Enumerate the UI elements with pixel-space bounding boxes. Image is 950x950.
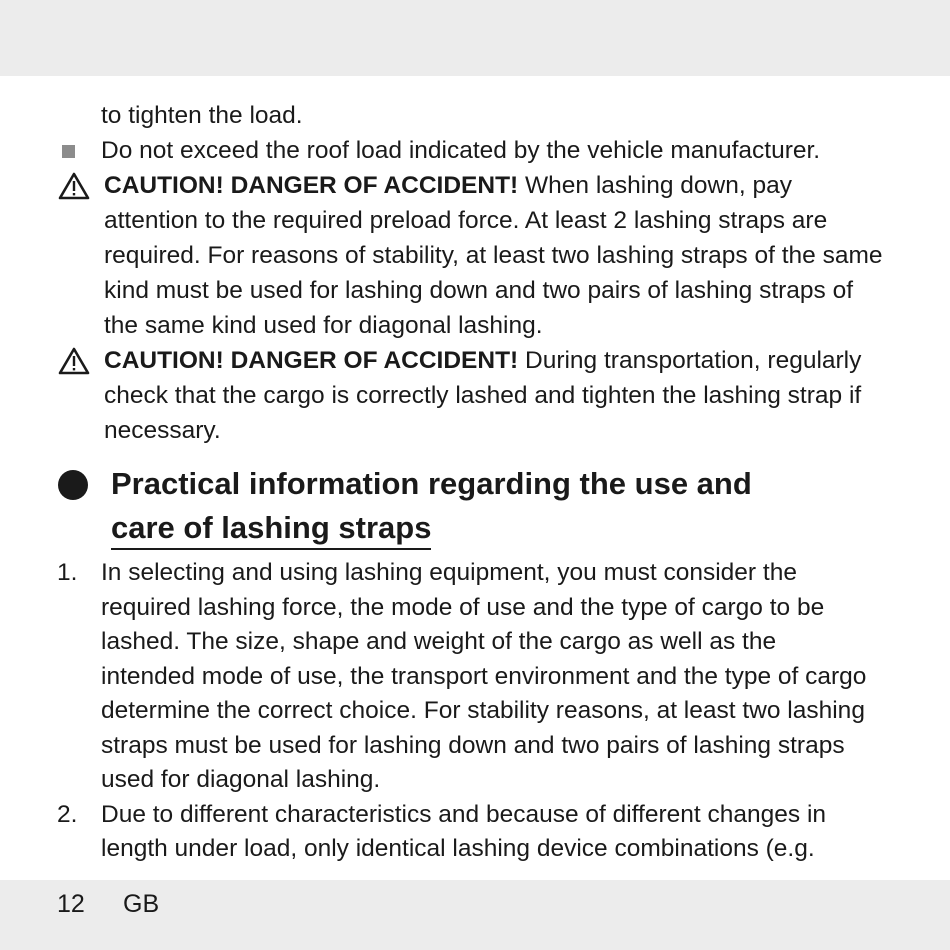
section-title-line-1: Practical information regarding the use and [111,466,752,501]
filled-circle-icon [58,470,88,500]
list-item [0,556,950,798]
page-number: 12 [57,890,85,918]
list-number: 1. [57,559,78,586]
list-item-text: In selecting and using lashing equipment, you must consider the required lashing force, the mode of use and the type of cargo to be lashed. The size, shape and weight of the cargo as well as the intended mode of use, the transport environment and the type of cargo determine the correct choice. For stability reasons, at least two lashing straps must be used for lashing down and two pairs of lashing straps used for diagonal lashing. [101,559,867,793]
continuation-text: to tighten the load. [101,102,303,129]
roof-load-item [0,133,950,168]
section-title-line-2: care of lashing straps [111,510,431,550]
top-band [0,0,950,76]
warning-item-2 [0,343,950,448]
section-heading [0,462,950,550]
list-item [0,798,950,867]
language-code: GB [123,890,160,918]
warning-label: CAUTION! DANGER OF ACCIDENT! [104,172,519,199]
list-item-text: Due to different characteristics and because of different changes in length under load, only identical lashing device combinations (e.g. [101,800,827,862]
warning-label: CAUTION! DANGER OF ACCIDENT! [104,347,519,374]
warning-item-1 [0,168,950,343]
numbered-list [0,556,950,867]
list-number: 2. [57,800,78,828]
warning-triangle-icon [58,172,90,200]
roof-load-text: Do not exceed the roof load indicated by the vehicle manufacturer. [101,137,821,164]
warning-text: When lashing down, pay attention to the required preload force. At least 2 lashing straps are required. For reasons of stability, at least two lashing straps of the same kind must be used for lashing down and two pairs of lashing straps of the same kind used for diagonal lashing. [104,172,883,339]
square-bullet-icon [62,145,75,158]
warning-triangle-icon [58,347,90,375]
page-content [0,98,950,867]
warning-text: During transportation, regularly check that the cargo is correctly lashed and tighten the lashing strap if necessary. [104,347,862,444]
